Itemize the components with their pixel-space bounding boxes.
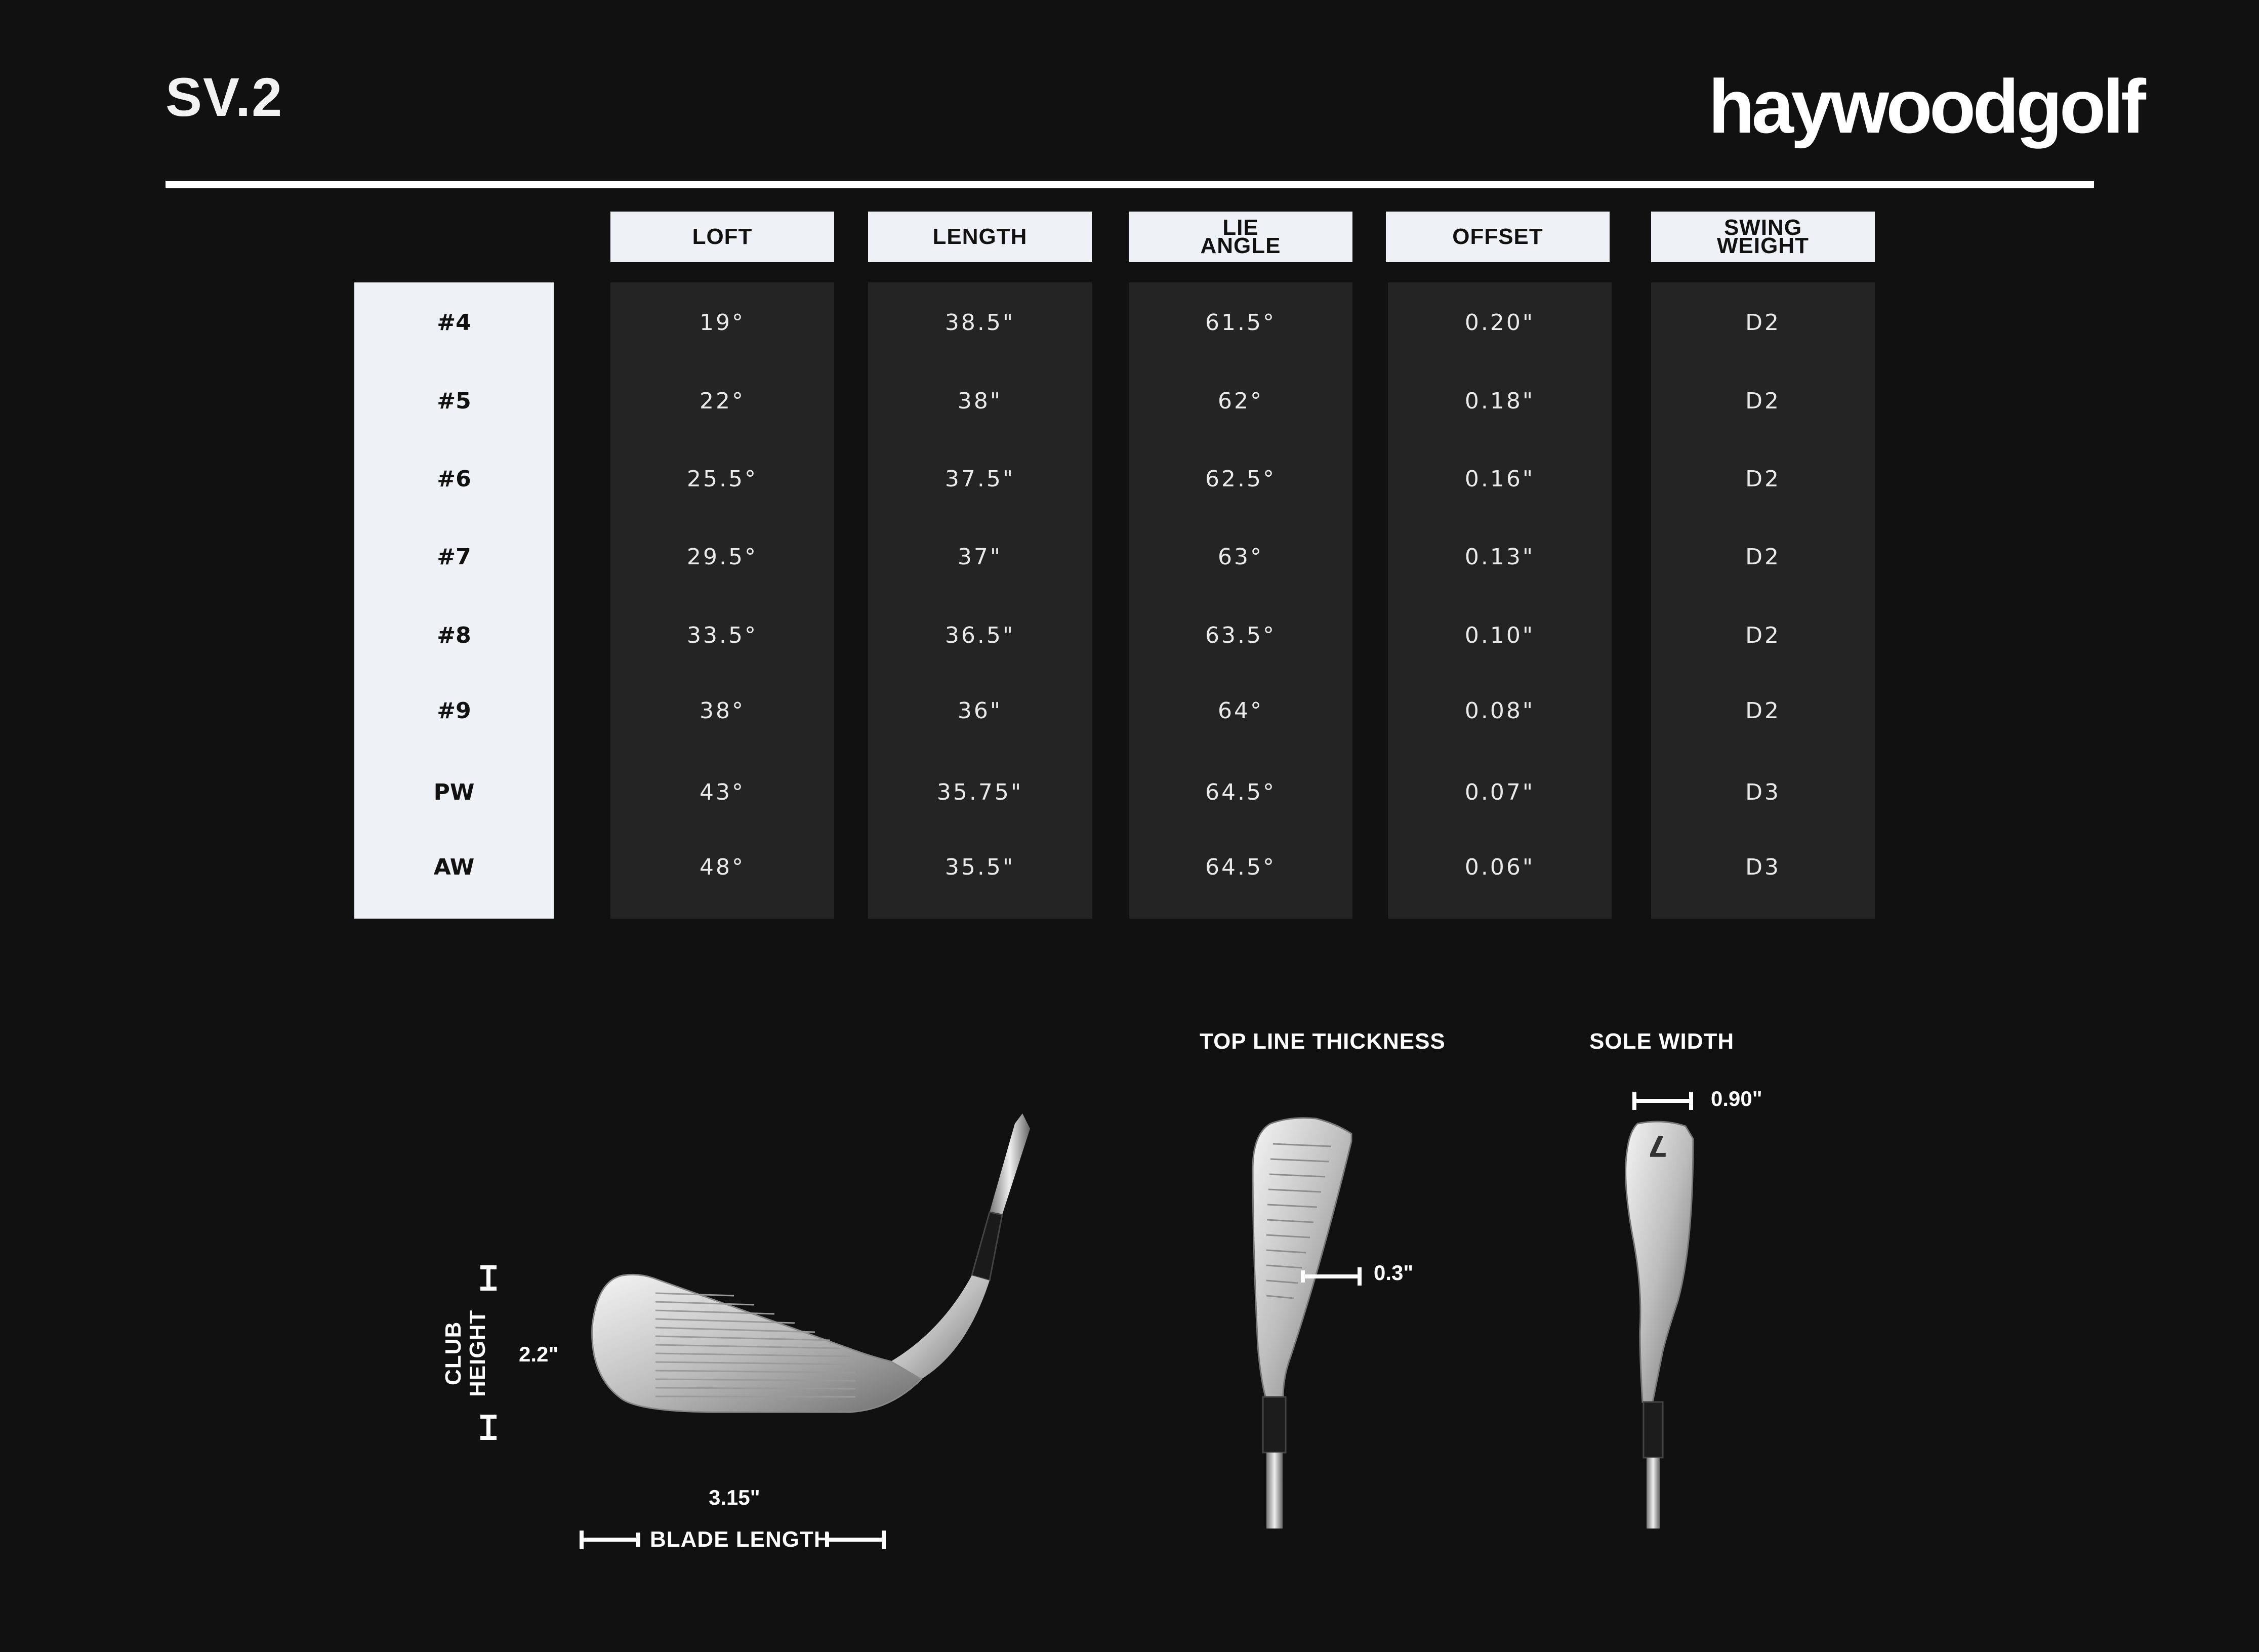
column-header-swing-weight — [1651, 212, 1875, 262]
swing-weight-cell: D2 — [1745, 698, 1781, 724]
swing-weight-cell: D2 — [1745, 544, 1781, 570]
lie-angle-cell: 63.5° — [1205, 623, 1276, 648]
length-cell: 36.5" — [944, 623, 1015, 648]
swing-weight-column — [1651, 282, 1875, 919]
lie-angle-cell: 64° — [1218, 698, 1263, 724]
club-height-value: 2.2" — [519, 1342, 559, 1366]
blade-length-left-bracket-icon — [580, 1529, 640, 1551]
offset-cell: 0.06" — [1464, 854, 1535, 880]
loft-cell: 19° — [700, 310, 745, 336]
club-height-label: CLUB HEIGHT — [441, 1309, 490, 1397]
offset-cell: 0.16" — [1464, 466, 1535, 492]
blade-length-right-bracket-icon — [825, 1529, 886, 1551]
swing-weight-cell: D3 — [1745, 779, 1781, 805]
lie-angle-cell: 62.5° — [1205, 466, 1276, 492]
column-header-length: LENGTH — [868, 212, 1092, 262]
length-cell: 35.75" — [936, 779, 1023, 805]
club-number-text: 7 — [1648, 1129, 1668, 1162]
club-label: #5 — [437, 388, 471, 414]
length-cell: 37.5" — [944, 466, 1015, 492]
header-divider — [166, 181, 2094, 188]
club-column — [354, 282, 554, 919]
length-column — [868, 282, 1092, 919]
loft-cell: 48° — [700, 854, 745, 880]
top-line-thickness-value: 0.3" — [1374, 1261, 1414, 1285]
swing-weight-cell: D2 — [1745, 466, 1781, 492]
club-label: #6 — [437, 466, 471, 492]
loft-cell: 22° — [700, 388, 745, 414]
lie-angle-cell: 62° — [1218, 388, 1263, 414]
club-label: #8 — [437, 623, 471, 648]
offset-cell: 0.10" — [1464, 623, 1535, 648]
column-header-swing-line2: WEIGHT — [1717, 233, 1809, 258]
blade-length-value: 3.15" — [709, 1485, 760, 1509]
swing-weight-cell: D2 — [1745, 310, 1781, 336]
swing-weight-cell: D2 — [1745, 623, 1781, 648]
loft-column — [610, 282, 834, 919]
offset-cell: 0.13" — [1464, 544, 1535, 570]
brand-logo-text: haywoodgolf — [1708, 64, 2143, 149]
sole-club-image — [1617, 1119, 1703, 1529]
length-cell: 36" — [957, 698, 1003, 724]
club-label: AW — [433, 854, 475, 880]
loft-cell: 43° — [700, 779, 745, 805]
club-label: #4 — [437, 310, 471, 336]
lie-angle-cell: 61.5° — [1205, 310, 1276, 336]
offset-column — [1388, 282, 1612, 919]
loft-cell: 33.5° — [687, 623, 758, 648]
column-header-offset: OFFSET — [1386, 212, 1610, 262]
top-line-dimension-icon — [1301, 1265, 1362, 1288]
lie-angle-column — [1129, 282, 1352, 919]
page-title: SV.2 — [166, 66, 283, 128]
sole-width-dimension-icon — [1632, 1090, 1693, 1112]
column-header-swing-line1: SWING — [1723, 215, 1802, 240]
top-line-club-image — [1235, 1113, 1357, 1529]
column-header-lie-line1: LIE — [1222, 215, 1259, 240]
swing-weight-cell: D3 — [1745, 854, 1781, 880]
brand-logo — [1708, 64, 2143, 158]
top-line-thickness-label: TOP LINE THICKNESS — [1200, 1029, 1446, 1054]
offset-cell: 0.07" — [1464, 779, 1535, 805]
column-header-loft: LOFT — [610, 212, 834, 262]
length-cell: 38.5" — [944, 310, 1015, 336]
offset-cell: 0.18" — [1464, 388, 1535, 414]
length-cell: 38" — [957, 388, 1003, 414]
column-header-lie-line2: ANGLE — [1200, 233, 1281, 258]
loft-cell: 25.5° — [687, 466, 758, 492]
swing-weight-cell: D2 — [1745, 388, 1781, 414]
sole-width-label: SOLE WIDTH — [1589, 1029, 1735, 1054]
loft-cell: 29.5° — [687, 544, 758, 570]
lie-angle-cell: 64.5° — [1205, 779, 1276, 805]
column-header-lie-angle — [1129, 212, 1352, 262]
sole-width-value: 0.90" — [1711, 1087, 1762, 1110]
lie-angle-cell: 64.5° — [1205, 854, 1276, 880]
length-cell: 37" — [957, 544, 1003, 570]
club-label: #7 — [437, 544, 471, 570]
club-face-image — [567, 1113, 1038, 1468]
blade-length-label: BLADE LENGTH — [650, 1527, 831, 1552]
offset-cell: 0.08" — [1464, 698, 1535, 724]
offset-cell: 0.20" — [1464, 310, 1535, 336]
length-cell: 35.5" — [944, 854, 1015, 880]
club-label: #9 — [437, 698, 471, 724]
lie-angle-cell: 63° — [1218, 544, 1263, 570]
loft-cell: 38° — [700, 698, 745, 724]
club-label: PW — [433, 779, 475, 805]
